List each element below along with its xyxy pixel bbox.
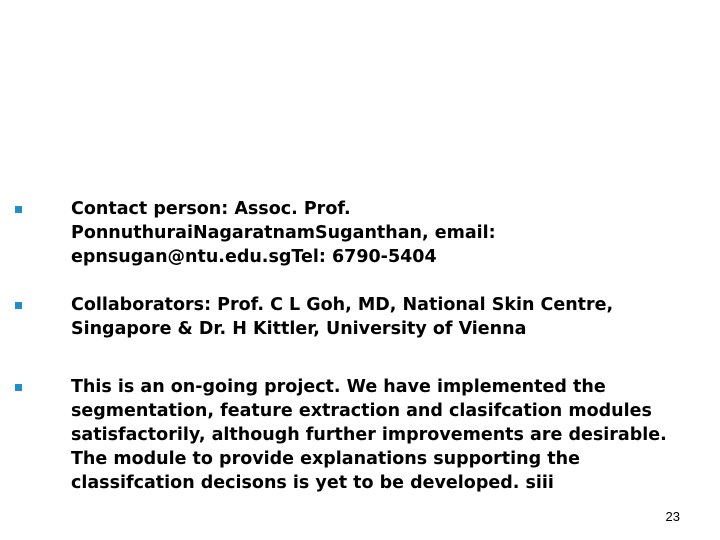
bullet-item-collaborators — [71, 293, 691, 341]
square-bullet-icon — [15, 206, 22, 213]
square-bullet-icon — [15, 302, 22, 309]
bullet-item-contact — [71, 197, 691, 269]
square-bullet-icon — [15, 384, 22, 391]
bullet-item-project-status — [71, 375, 691, 495]
bullet-text: Collaborators: Prof. C L Goh, MD, National Skin Centre, Singapore & Dr. H Kittler, University of Vienna — [71, 295, 614, 339]
page-number: 23 — [665, 509, 680, 524]
bullet-text: Contact person: Assoc. Prof. PonnuthuraiNagaratnamSuganthan, email: epnsugan@ntu.edu.sgTel: 6790-5404 — [71, 199, 496, 267]
bullet-text: This is an on-going project. We have implemented the segmentation, feature extraction and clasifcation modules satisfactorily, although further improvements are desirable. The module to provide explanations supporting the classifcation decisons is yet to be developed. siii — [71, 377, 667, 493]
